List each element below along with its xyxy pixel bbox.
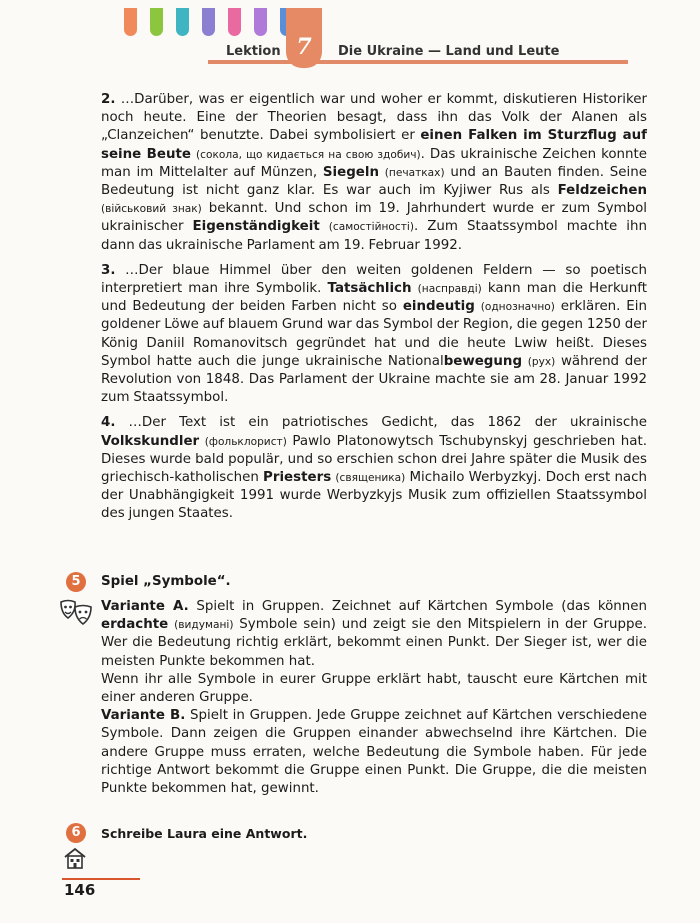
color-tab [202,8,215,36]
color-tab [124,8,137,36]
text-run: kann man die Herkunft und Bedeutung der beiden Farben nicht so [101,281,647,315]
text-run: Spielt in Gruppen. Jede Gruppe zeichnet auf Kärtchen verschiedene Symbole. Dann zeigen die Gruppen einander abwechselnd ihre Kärtchen. Die andere Gruppe muss erraten, welche Bedeutung die Symbole haben. Für jede richtige Antwort bekommt die Gruppe einen Punkt. Die Gruppe, die die meisten Punkte bekommen hat, gewinnt. [101,708,647,797]
text-run: …Der blaue Himmel über den weiten goldenen Feldern — so poetisch interpretiert man ihre Symbolik. [101,262,647,297]
text-run: …Darüber, was er eigentlich war und woher er kommt, diskutieren Historiker noch heute. Eine der Theorien besagt, dass ihn das Volk der Alanen als „Clanzeichen“ benutzte. Dabei symbolisiert er [101,92,647,144]
translation-gloss: (фольклорист) [204,435,287,448]
text-run [320,219,329,234]
bold-term: Siegeln [322,164,380,180]
translation-gloss: (самостійності) [328,221,414,234]
color-tab [150,8,163,36]
text-run: Spielt in Gruppen. Zeichnet auf Kärtchen Symbole (das können [188,599,647,614]
text-run: Michailo Werbyzkyj. Doch erst nach der Unabhängigkeit 1991 wurde Werbyzkyjs Musik zum offiziellen Staatssymbol des jungen Staates. [101,470,647,522]
section-3 [101,262,647,408]
section-number: 3. [101,262,116,278]
task-6-number: 6 [66,823,86,843]
task-5-number: 5 [66,572,86,592]
color-tab [254,8,267,36]
translation-gloss: (насправді) [417,283,482,296]
bold-term: bewegung [443,353,523,369]
task-5-body [101,598,647,798]
bold-term: einen Falken im Sturzflug auf seine Beute [101,128,647,162]
bold-term: Priesters [263,470,332,486]
variant-b [101,707,647,798]
homework-house-icon [62,845,88,871]
bold-term: eindeutig [402,299,475,315]
variant-a [101,598,647,671]
reading-sections [101,91,647,531]
bold-term: Variante A. [101,599,189,614]
section-number: 2. [101,92,116,107]
bold-term: Feldzeichen [557,183,647,199]
text-run: …Der Text ist ein patriotisches Gedicht, das 1862 der ukrainische [115,415,647,431]
text-run: . Das ukrainische Zeichen konnte man im Mittelalter auf Münzen, [101,146,648,180]
text-run: Pawlo Platonowytsch Tschubynskyj geschrieben hat. Dieses wurde bald populär, und so erschien schon drei Jahre später die Musik des griechisch-katholischen [101,433,647,486]
text-run: . Zum Staatssymbol machte ihn dann das ukrainische Parlament am 19. Februar 1992. [101,219,647,253]
task-5-title: Spiel „Symbole“. [101,574,231,589]
variant-a-more: Wenn ihr alle Symbole in eurer Gruppe erklärt habt, tauscht eure Kärtchen mit einer anderen Gruppe. [101,671,647,706]
theatre-masks-icon [58,598,94,628]
text-run: und an Bauten finden. Seine Bedeutung ist nicht ganz klar. Es war auch im Kyjiwer Rus als [101,164,647,199]
translation-gloss: (печатках) [384,166,445,179]
section-2 [101,91,647,255]
bold-term: Volkskundler [101,433,200,449]
section-4 [101,414,647,523]
text-run: Symbole sein) und zeigt sie den Mitspielern in der Gruppe. Wer die Bedeutung richtig erklärt, bekommt einen Punkt. Der Sieger ist, wer die meisten Punkte bekommen hat. [101,617,647,669]
bold-term: Tatsächlich [327,281,412,297]
translation-gloss: (сокола, що кидається на свою здобич) [196,148,421,161]
lesson-title: Die Ukraine — Land und Leute [338,44,560,59]
text-run: bekannt. Und schon im 19. Jahrhundert wurde er zum Symbol ukrainischer [101,201,648,235]
translation-gloss: (видумані) [174,619,234,632]
translation-gloss: (священика) [335,472,406,485]
lektion-label: Lektion [226,44,281,59]
page-number: 146 [64,881,96,899]
header-rule [208,60,628,64]
text-run: erklären. Ein goldener Löwe auf blauem Grund war das Symbol der Region, die gegen 1250 der König Daniil Romanovitsch gegründet hat und die heute Lwiw heißt. Dieses Symbol hatte auch die junge ukrainische National [101,299,647,369]
translation-gloss: (рух) [527,355,556,368]
bold-term: erdachte [101,617,169,633]
section-number: 4. [101,415,116,431]
text-run: während der Revolution von 1848. Das Parlament der Ukraine machte sie am 28. Januar 1992 zum Staatssymbol. [101,353,648,406]
bold-term: Eigenständigkeit [192,219,320,235]
task-6-title: Schreibe Laura eine Antwort. [101,826,308,841]
color-tab [228,8,241,36]
translation-gloss: (однозначно) [480,301,555,314]
lesson-number: 7 [296,34,312,60]
footer-rule [62,878,140,880]
bold-term: Variante B. [101,708,186,724]
color-tab [176,8,189,36]
translation-gloss: (військовий знак) [101,203,202,216]
